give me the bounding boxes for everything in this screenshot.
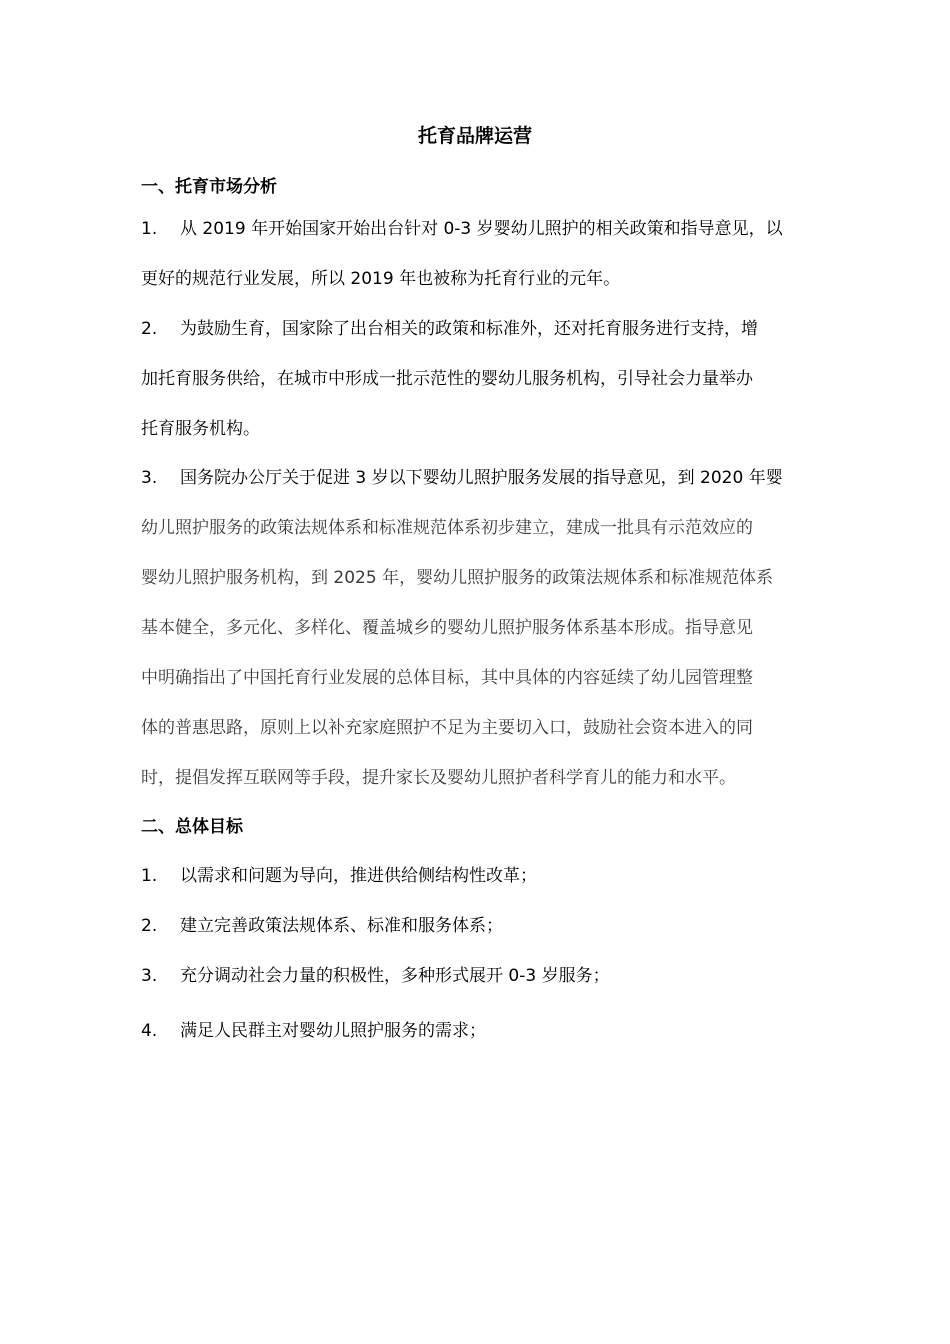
paragraph-line: 更好的规范行业发展，所以 2019 年也被称为托育行业的元年。	[141, 269, 621, 289]
goal-item-1	[141, 864, 813, 888]
item-number: 3.	[141, 468, 158, 488]
goal-text: 满足人民群主对婴幼儿照护服务的需求；	[180, 1021, 486, 1041]
goal-item-3	[141, 964, 813, 988]
section-heading-overall-goals: 二、总体目标	[141, 817, 243, 837]
paragraph-line: 为鼓励生育，国家除了出台相关的政策和标准外，还对托育服务进行支持，增	[180, 319, 758, 339]
goal-text: 建立完善政策法规体系、标准和服务体系；	[180, 916, 503, 936]
paragraph-line: 时，提倡发挥互联网等手段，提升家长及婴幼儿照护者科学育儿的能力和水平。	[141, 768, 736, 788]
document-title: 托育品牌运营	[417, 125, 532, 147]
paragraph-line: 幼儿照护服务的政策法规体系和标准规范体系初步建立，建成一批具有示范效应的	[141, 518, 753, 538]
market-analysis-item-1	[141, 204, 813, 304]
item-number: 1.	[141, 866, 158, 886]
paragraph-line: 基本健全，多元化、多样化、覆盖城乡的婴幼儿照护服务体系基本形成。指导意见	[141, 618, 753, 638]
item-number: 4.	[141, 1021, 158, 1041]
paragraph-line: 中明确指出了中国托育行业发展的总体目标，其中具体的内容延续了幼儿园管理整	[141, 668, 753, 688]
paragraph-line: 从 2019 年开始国家开始出台针对 0-3 岁婴幼儿照护的相关政策和指导意见，以	[180, 219, 783, 239]
paragraph-line: 体的普惠思路，原则上以补充家庭照护不足为主要切入口，鼓励社会资本进入的同	[141, 718, 753, 738]
goal-text: 以需求和问题为导向，推进供给侧结构性改革；	[180, 866, 537, 886]
section-heading-market-analysis: 一、托育市场分析	[141, 177, 277, 197]
item-number: 1.	[141, 219, 158, 239]
paragraph-line: 加托育服务供给，在城市中形成一批示范性的婴幼儿服务机构，引导社会力量举办	[141, 369, 753, 389]
paragraph-line: 国务院办公厅关于促进 3 岁以下婴幼儿照护服务发展的指导意见，到 2020 年婴	[180, 468, 783, 488]
item-number: 2.	[141, 319, 158, 339]
paragraph-line: 婴幼儿照护服务机构，到 2025 年，婴幼儿照护服务的政策法规体系和标准规范体系	[141, 568, 774, 588]
goal-text: 充分调动社会力量的积极性，多种形式展开 0-3 岁服务；	[180, 966, 610, 986]
paragraph-line: 托育服务机构。	[141, 419, 260, 439]
goal-item-4	[141, 1019, 813, 1043]
item-number: 2.	[141, 916, 158, 936]
market-analysis-item-2	[141, 304, 813, 454]
market-analysis-item-3	[141, 453, 813, 803]
goal-item-2	[141, 914, 813, 938]
item-number: 3.	[141, 966, 158, 986]
